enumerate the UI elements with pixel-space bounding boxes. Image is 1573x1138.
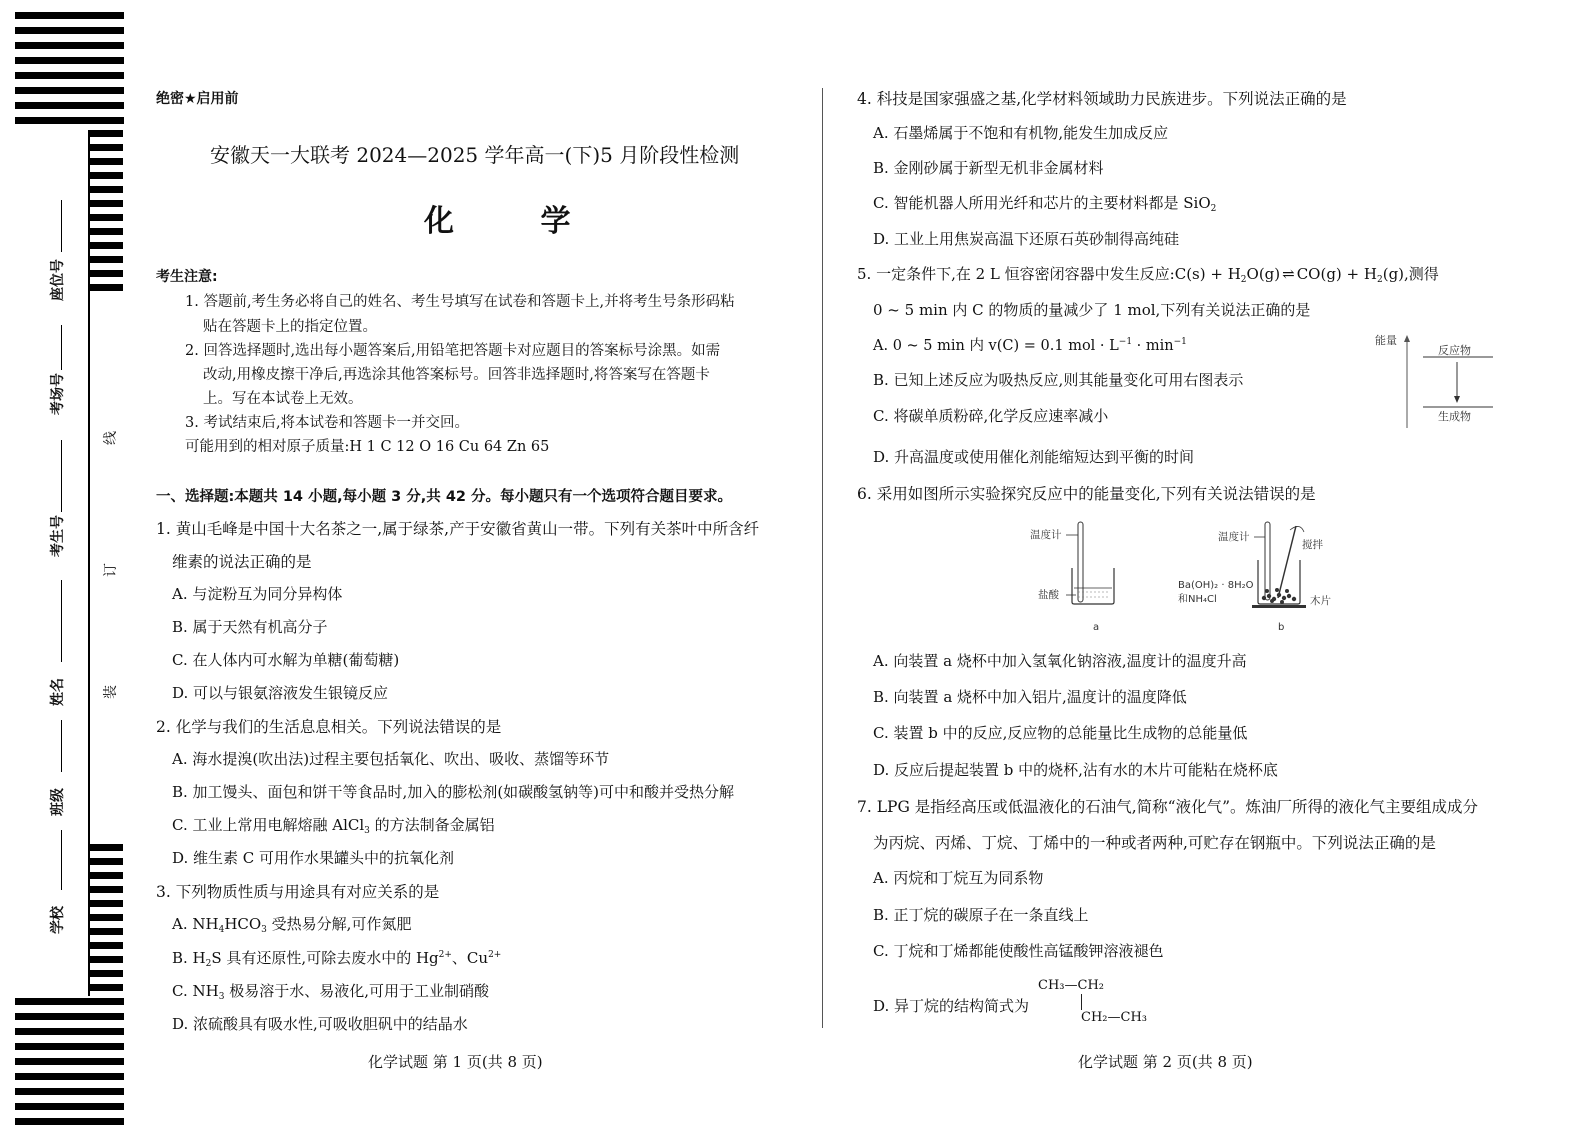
question-4-option-d[interactable]: D. 工业上用焦炭高温下还原石英砂制得高纯硅 xyxy=(873,230,1180,248)
question-4-option-a[interactable]: A. 石墨烯属于不饱和有机物,能发生加成反应 xyxy=(873,124,1169,142)
school-label: 学校 xyxy=(50,906,66,934)
q3b-sup: 2+ xyxy=(438,950,452,960)
setup-a xyxy=(1030,522,1114,633)
name-blank[interactable] xyxy=(61,580,62,662)
question-3-stem: 3. 下列物质性质与用途具有对应关系的是 xyxy=(156,883,440,901)
setup-b xyxy=(1178,522,1332,633)
structure-bond xyxy=(1081,994,1082,1010)
footer-left: 化学试题 第 1 页(共 8 页) xyxy=(368,1053,543,1071)
q3b-text: S 具有还原性,可除去废水中的 Hg xyxy=(211,949,439,967)
binding-stripe xyxy=(15,72,124,79)
q3a-text: HCO xyxy=(224,915,262,933)
question-4-option-b[interactable]: B. 金刚砂属于新型无机非金属材料 xyxy=(873,159,1104,177)
q5-text: CO(g) + H xyxy=(1296,265,1377,283)
isobutane-structure-bottom: CH₂—CH₃ xyxy=(1081,1010,1147,1025)
binding-stripe xyxy=(15,1118,124,1125)
q2c-text: C. 工业上常用电解熔融 AlCl xyxy=(172,816,365,834)
wood-board xyxy=(1252,605,1306,608)
q5a-text: · min xyxy=(1132,338,1174,354)
q3a-sub: 3 xyxy=(261,925,267,935)
caption-b: b xyxy=(1278,622,1285,633)
candidate-number-blank[interactable] xyxy=(61,440,62,512)
section-heading: 一、选择题:本题共 14 小题,每小题 3 分,共 42 分。每小题只有一个选项符合题目要求。 xyxy=(156,489,733,505)
q2c-text-end: 的方法制备金属铝 xyxy=(369,816,495,834)
subject-title: 化 学 xyxy=(424,204,609,239)
wood-label: 木片 xyxy=(1310,595,1331,607)
room-number-blank[interactable] xyxy=(61,325,62,370)
question-2-option-a[interactable]: A. 海水提溴(吹出法)过程主要包括氧化、吹出、吸收、蒸馏等环节 xyxy=(172,750,610,768)
q5-text: 5. 一定条件下,在 2 L 恒容密闭容器中发生反应:C(s) + H xyxy=(857,265,1241,283)
question-5-stem xyxy=(857,263,1439,285)
atomic-mass-line: 可能用到的相对原子质量:H 1 C 12 O 16 Cu 64 Zn 65 xyxy=(185,439,550,455)
reagent-label-2: 和NH₄Cl xyxy=(1178,594,1217,605)
equilibrium-arrow: ⇌ xyxy=(1282,265,1295,283)
question-4-option-c[interactable] xyxy=(873,192,1216,214)
q3c-sub: 3 xyxy=(218,992,225,1002)
secret-label: 绝密★启用前 xyxy=(156,91,239,107)
column-divider xyxy=(822,88,823,1028)
reactant-label: 反应物 xyxy=(1438,344,1471,357)
q5a-text: A. 0 ~ 5 min 内 v(C) = 0.1 mol · L xyxy=(873,338,1119,354)
question-5-option-d[interactable]: D. 升高温度或使用催化剂能缩短达到平衡的时间 xyxy=(873,448,1195,466)
q5-sub: 2 xyxy=(1240,275,1247,285)
binding-stripe xyxy=(15,1088,124,1095)
notice-item: 1. 答题前,考生务必将自己的姓名、考生号填写在试卷和答题卡上,并将考生号条形码粘 xyxy=(185,294,735,310)
question-3-option-d[interactable]: D. 浓硫酸具有吸水性,可吸收胆矾中的结晶水 xyxy=(172,1015,468,1033)
binding-strip xyxy=(0,0,130,1138)
energy-axis-label: 能量 xyxy=(1375,334,1397,347)
q5-text: O(g) xyxy=(1246,265,1281,283)
thermometer-a xyxy=(1078,522,1083,602)
q3b-text: 、Cu xyxy=(451,949,489,967)
binding-line xyxy=(88,130,90,996)
binding-stripe xyxy=(15,1103,124,1110)
question-7-option-b[interactable]: B. 正丁烷的碳原子在一条直线上 xyxy=(873,906,1089,924)
q2c-sub: 3 xyxy=(364,826,370,836)
hcl-label: 盐酸 xyxy=(1038,589,1059,601)
notice-item: 3. 考试结束后,将本试卷和答题卡一并交回。 xyxy=(185,415,470,431)
q3a-text: A. NH xyxy=(172,915,219,933)
q3b-sub: 2 xyxy=(205,959,212,969)
question-7-option-d[interactable]: D. 异丁烷的结构简式为 xyxy=(873,997,1030,1015)
q3b-sup: 2+ xyxy=(488,950,502,960)
apparatus-figure xyxy=(1028,518,1348,636)
question-5-option-a[interactable] xyxy=(873,334,1187,355)
question-1-stem-cont: 维素的说法正确的是 xyxy=(172,553,312,571)
question-2-option-c[interactable] xyxy=(172,814,495,836)
binding-stripe xyxy=(15,102,124,109)
q5a-sup: −1 xyxy=(1118,337,1133,347)
notice-item: 上。写在本试卷上无效。 xyxy=(203,391,363,407)
thermometer-b-label: 温度计 xyxy=(1218,531,1250,543)
cut-mark-line: 线 xyxy=(103,431,119,445)
binding-stripe xyxy=(15,1058,124,1065)
thermometer-b xyxy=(1265,522,1270,600)
question-6-option-c[interactable]: C. 装置 b 中的反应,反应物的总能量比生成物的总能量低 xyxy=(873,724,1248,742)
notice-item: 贴在答题卡上的指定位置。 xyxy=(203,319,377,335)
exam-title: 安徽天一大联考 2024—2025 学年高一(下)5 月阶段性检测 xyxy=(210,143,740,167)
notice-heading: 考生注意: xyxy=(156,269,218,285)
q4c-sub: 2 xyxy=(1210,204,1217,214)
footer-right: 化学试题 第 2 页(共 8 页) xyxy=(1078,1053,1253,1071)
binding-stripe xyxy=(15,57,124,64)
candidate-number-label: 考生号 xyxy=(50,515,66,557)
question-4-stem: 4. 科技是国家强盛之基,化学材料领域助力民族进步。下列说法正确的是 xyxy=(857,90,1347,108)
binding-stripe xyxy=(15,1043,124,1050)
question-1-option-c[interactable]: C. 在人体内可水解为单糖(葡萄糖) xyxy=(172,651,400,669)
seat-number-label: 座位号 xyxy=(50,259,66,301)
solid-mixture xyxy=(1262,588,1296,604)
notice-item: 2. 回答选择题时,选出每小题答案后,用铅笔把答题卡对应题目的答案标号涂黑。如需 xyxy=(185,343,721,359)
question-5-option-b[interactable]: B. 已知上述反应为吸热反应,则其能量变化可用右图表示 xyxy=(873,371,1244,389)
reagent-label-1: Ba(OH)₂ · 8H₂O xyxy=(1178,580,1254,591)
q4c-text: C. 智能机器人所用光纤和芯片的主要材料都是 SiO xyxy=(873,194,1211,212)
question-7-stem-cont: 为丙烷、丙烯、丁烷、丁烯中的一种或者两种,可贮存在钢瓶中。下列说法正确的是 xyxy=(873,834,1436,852)
question-2-option-d[interactable]: D. 维生素 C 可用作水果罐头中的抗氧化剂 xyxy=(172,849,455,867)
class-label: 班级 xyxy=(50,788,66,816)
school-blank[interactable] xyxy=(61,830,62,890)
class-blank[interactable] xyxy=(61,720,62,772)
question-6-option-d[interactable]: D. 反应后提起装置 b 中的烧杯,沾有水的木片可能粘在烧杯底 xyxy=(873,761,1278,779)
cut-mark-staple: 订 xyxy=(103,563,119,577)
question-6-option-a[interactable]: A. 向装置 a 烧杯中加入氢氧化钠溶液,温度计的温度升高 xyxy=(873,652,1247,670)
binding-stripe xyxy=(15,27,124,34)
binding-stripe xyxy=(15,42,124,49)
energy-change-arrowhead xyxy=(1454,396,1460,403)
question-3-option-c[interactable] xyxy=(172,980,489,1002)
question-2-stem: 2. 化学与我们的生活息息相关。下列说法错误的是 xyxy=(156,718,502,736)
binding-stripe xyxy=(15,1013,124,1020)
question-7-stem: 7. LPG 是指经高压或低温液化的石油气,简称“液化气”。炼油厂所得的液化气主要组成成分 xyxy=(857,798,1479,816)
question-3-option-a[interactable] xyxy=(172,913,411,935)
name-label: 姓名 xyxy=(50,678,66,706)
binding-stripe xyxy=(15,998,124,1005)
energy-diagram xyxy=(1375,330,1505,430)
q3a-text: 受热易分解,可作氮肥 xyxy=(266,915,412,933)
product-label: 生成物 xyxy=(1438,410,1471,423)
question-7-option-a[interactable]: A. 丙烷和丁烷互为同系物 xyxy=(873,869,1044,887)
notice-item: 改动,用橡皮擦干净后,再选涂其他答案标号。回答非选择题时,将答案写在答题卡 xyxy=(203,367,710,383)
q3b-text: B. H xyxy=(172,949,206,967)
question-5-stem-cont: 0 ~ 5 min 内 C 的物质的量减少了 1 mol,下列有关说法正确的是 xyxy=(873,301,1311,319)
question-1-option-d[interactable]: D. 可以与银氨溶液发生银镜反应 xyxy=(172,684,389,702)
binding-stripe xyxy=(15,87,124,94)
question-2-option-b[interactable]: B. 加工馒头、面包和饼干等食品时,加入的膨松剂(如碳酸氢钠等)可中和酸并受热分解 xyxy=(172,783,735,801)
q5-text: (g),测得 xyxy=(1382,265,1439,283)
question-1-stem: 1. 黄山毛峰是中国十大名茶之一,属于绿茶,产于安徽省黄山一带。下列有关茶叶中所含纤 xyxy=(156,520,760,538)
stir-label: 搅拌 xyxy=(1302,539,1323,551)
caption-a: a xyxy=(1093,622,1100,633)
question-5-option-c[interactable]: C. 将碳单质粉碎,化学反应速率减小 xyxy=(873,407,1109,425)
q5-sub: 2 xyxy=(1376,275,1383,285)
question-6-stem: 6. 采用如图所示实验探究反应中的能量变化,下列有关说法错误的是 xyxy=(857,485,1316,503)
q3c-text: 极易溶于水、易液化,可用于工业制硝酸 xyxy=(224,982,489,1000)
energy-axis-arrow xyxy=(1404,335,1410,342)
q3c-text: C. NH xyxy=(172,982,219,1000)
thermometer-a-label: 温度计 xyxy=(1030,529,1062,541)
question-6-option-b[interactable]: B. 向装置 a 烧杯中加入铝片,温度计的温度降低 xyxy=(873,688,1187,706)
question-7-option-c[interactable]: C. 丁烷和丁烯都能使酸性高锰酸钾溶液褪色 xyxy=(873,942,1164,960)
room-number-label: 考场号 xyxy=(50,373,66,415)
question-1-option-b[interactable]: B. 属于天然有机高分子 xyxy=(172,618,328,636)
isobutane-structure-top: CH₃—CH₂ xyxy=(1038,978,1104,993)
seat-number-blank[interactable] xyxy=(61,200,62,252)
cut-mark-bind: 装 xyxy=(103,685,119,699)
q3a-sub: 4 xyxy=(218,925,225,935)
binding-stripe xyxy=(15,12,124,19)
question-3-option-b[interactable] xyxy=(172,947,501,969)
binding-stripe xyxy=(15,117,124,124)
binding-stripe xyxy=(15,1073,124,1080)
question-1-option-a[interactable]: A. 与淀粉互为同分异构体 xyxy=(172,585,343,603)
binding-stripe xyxy=(15,1028,124,1035)
q5a-sup: −1 xyxy=(1173,337,1187,347)
stir-rod xyxy=(1278,526,1296,598)
